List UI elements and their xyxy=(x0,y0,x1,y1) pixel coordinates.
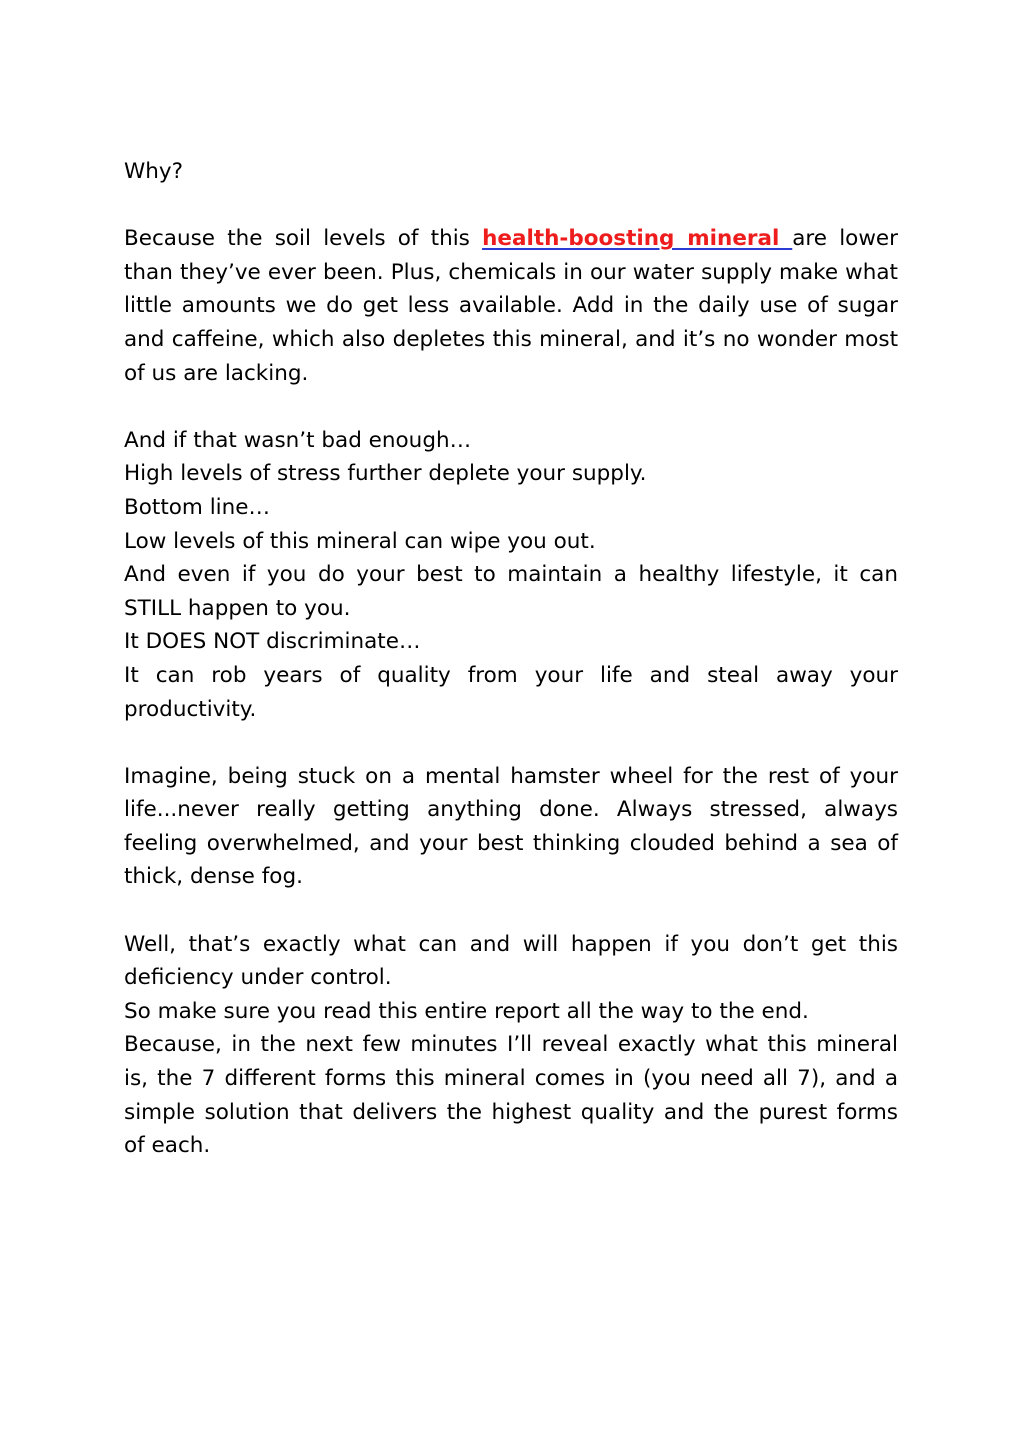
line-bad-enough: And if that wasn’t bad enough… xyxy=(124,427,472,453)
soil-text-after: are lower than they’ve ever been. Plus, chemicals in our water supply make what little amounts we do get less available. Add in the daily use of sugar and caffeine, which also depletes this mineral, and it’s no wonder most of us are lacking. xyxy=(124,226,898,386)
line-make-sure: So make sure you read this entire report all the way to the end. xyxy=(124,998,809,1024)
paragraph-soil-levels xyxy=(124,222,898,390)
paragraph-spacer xyxy=(124,189,898,223)
paragraph-spacer xyxy=(124,726,898,760)
paragraph-imagine: Imagine, being stuck on a mental hamster wheel for the rest of your life...never really getting anything done. Always stressed, always feeling overwhelmed, and your best thinking clouded behind a sea of thick, dense fog. xyxy=(124,763,898,890)
health-boosting-mineral-link[interactable]: health-boosting mineral xyxy=(482,226,793,252)
line-well: Well, that’s exactly what can and will happen if you don’t get this deficiency under control. xyxy=(124,931,898,991)
line-even-if: And even if you do your best to maintain a healthy lifestyle, it can STILL happen to you. xyxy=(124,562,898,621)
line-bottom-line: Bottom line… xyxy=(124,494,270,520)
paragraph-spacer xyxy=(124,894,898,928)
line-rob-years: It can rob years of quality from your life and steal away your productivity. xyxy=(124,662,898,722)
line-discriminate: It DOES NOT discriminate… xyxy=(124,629,421,655)
line-wipe-you-out: Low levels of this mineral can wipe you out. xyxy=(124,528,596,554)
soil-text-before: Because the soil levels of this xyxy=(124,226,483,252)
line-because-reveal: Because, in the next few minutes I’ll reveal exactly what this mineral is, the 7 different forms this mineral comes in (you need all 7), and a simple solution that delivers the highest quality and the purest forms of each. xyxy=(124,1032,898,1159)
line-stress: High levels of stress further deplete your supply. xyxy=(124,461,647,487)
document-body xyxy=(124,155,898,1163)
paragraph-why: Why? xyxy=(124,159,184,184)
paragraph-spacer xyxy=(124,390,898,424)
